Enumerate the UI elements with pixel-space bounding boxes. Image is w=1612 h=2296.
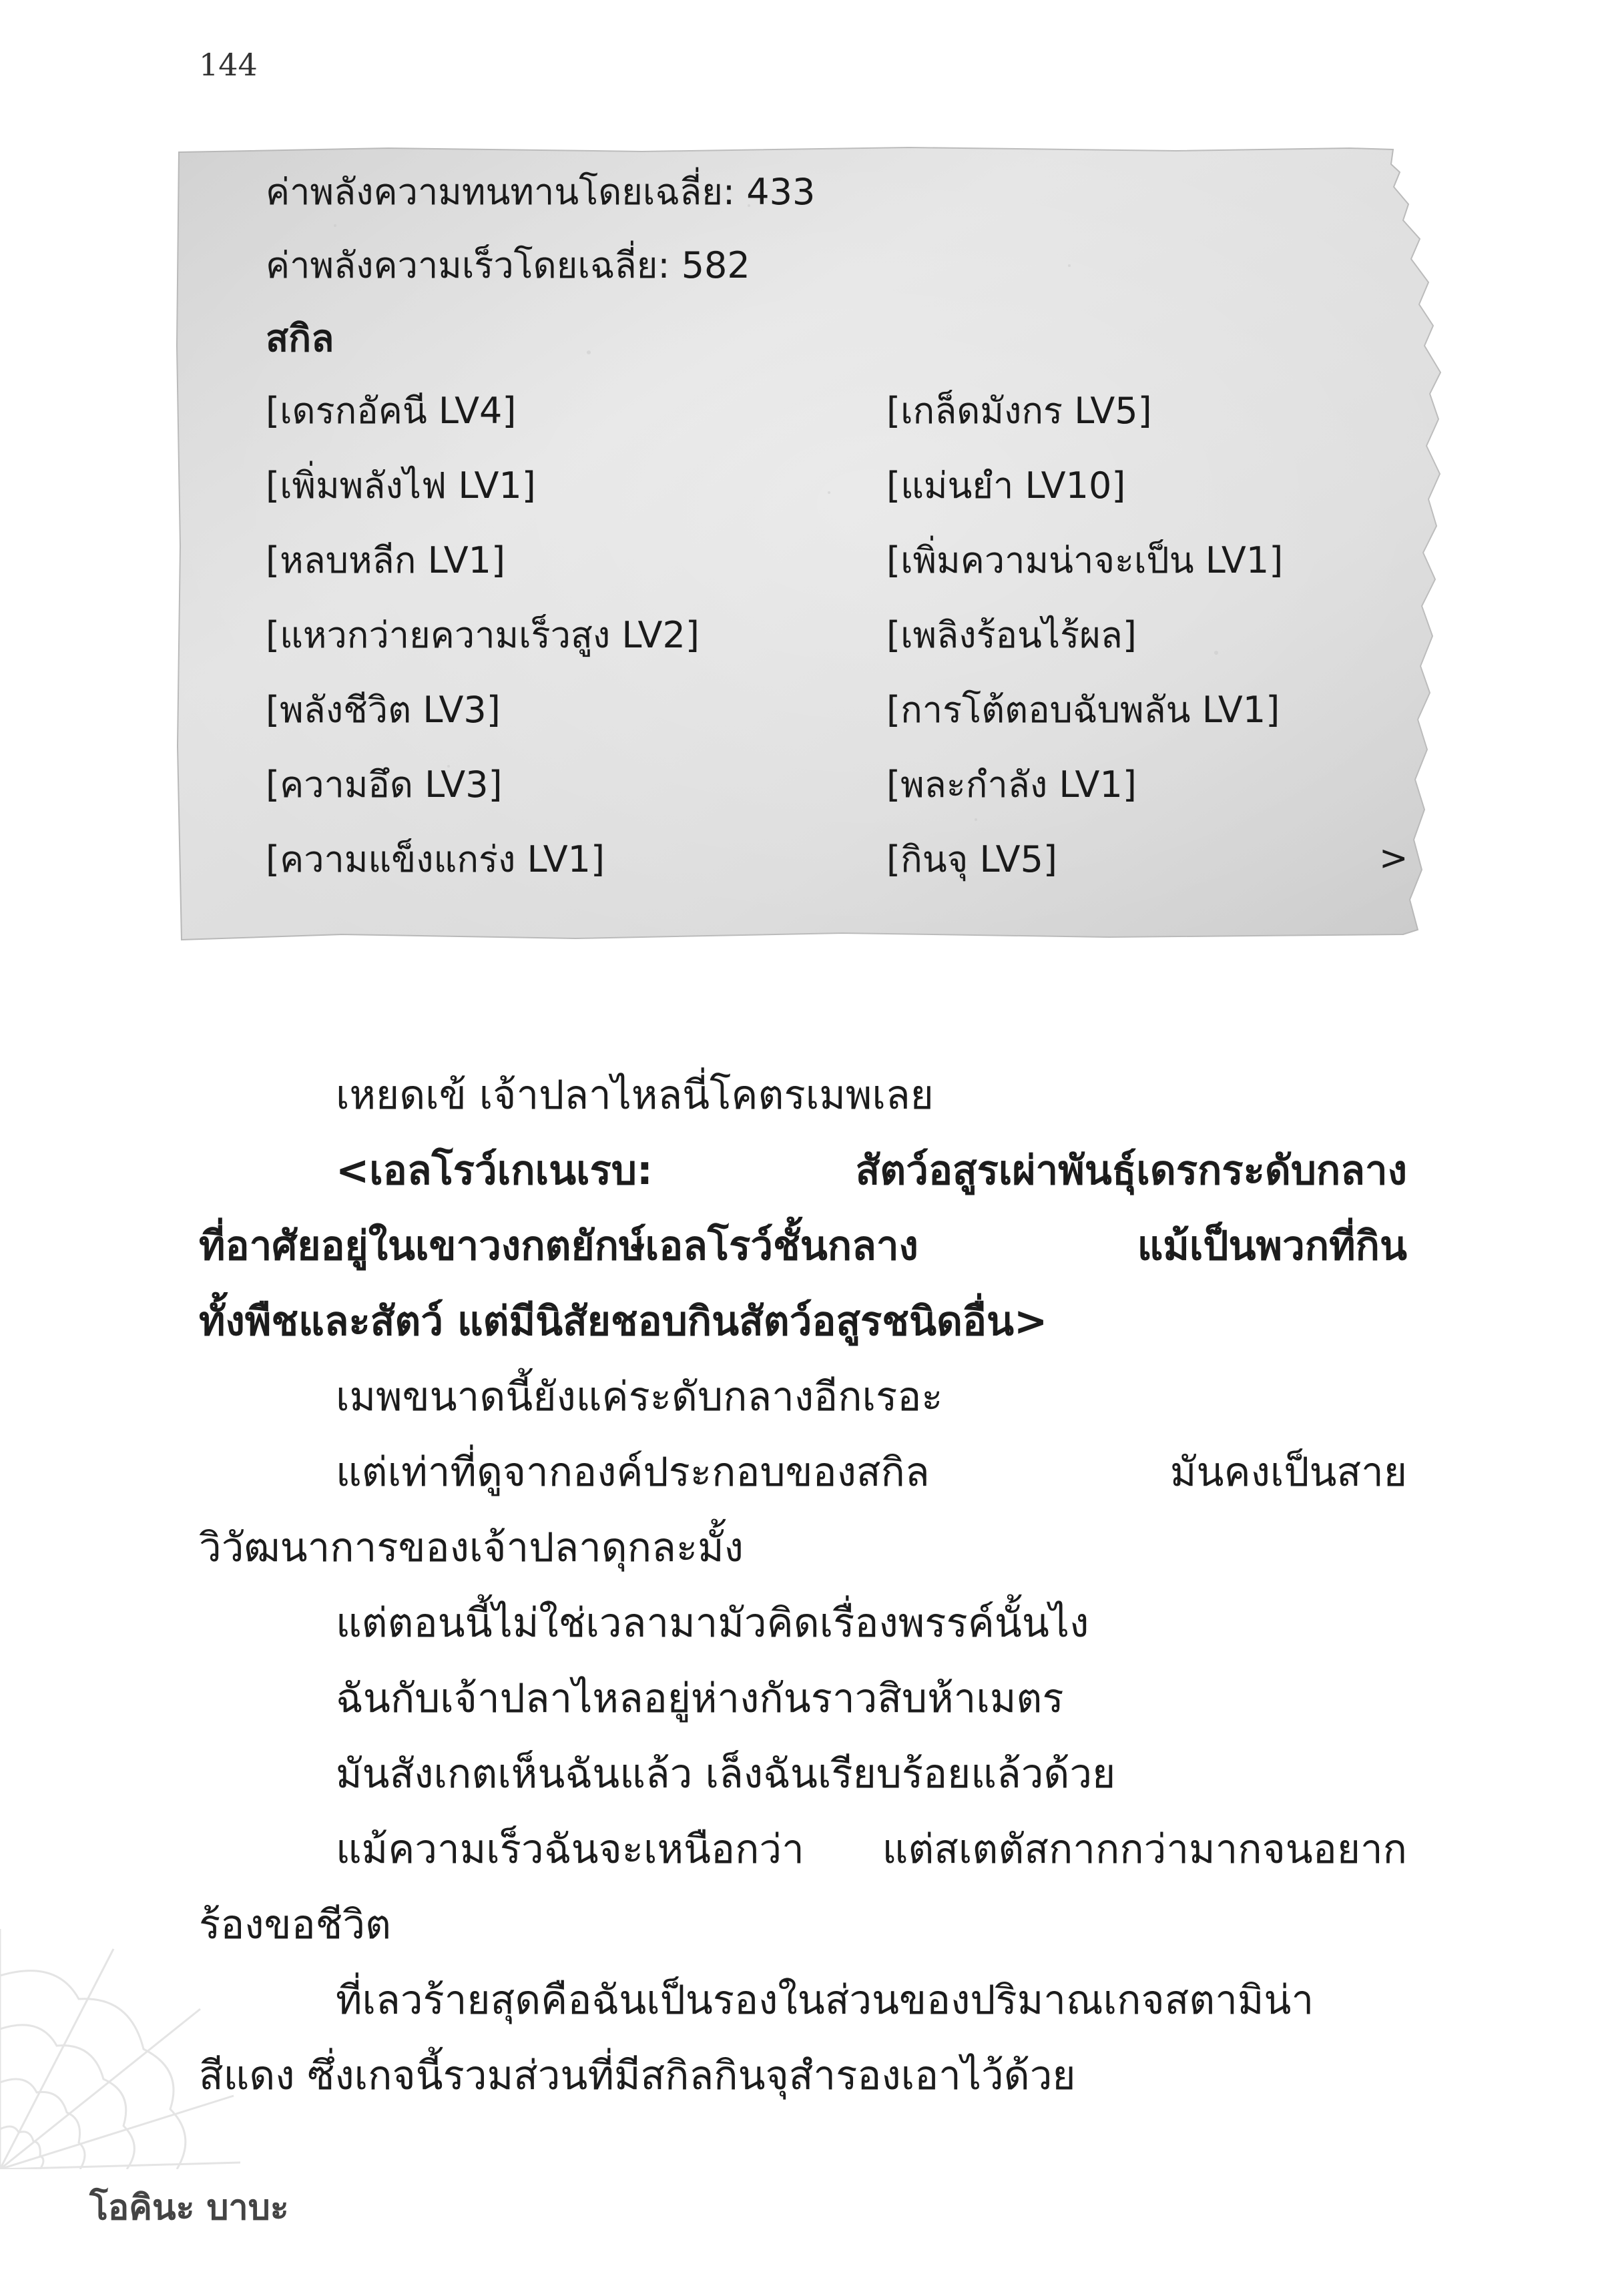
- more-skills-arrow-icon[interactable]: >: [1379, 838, 1408, 878]
- body-paragraph-line: มันสังเกตเห็นฉันแล้ว เล็งฉันเรียบร้อยแล้วด้วย: [336, 1751, 1116, 1797]
- skill-item: [เกล็ดมังกร LV5]: [886, 390, 1152, 432]
- body-paragraph-line: วิวัฒนาการของเจ้าปลาดุกละมั้ง: [199, 1524, 744, 1571]
- body-paragraph-line: สีแดง ซึ่งเกจนี้รวมส่วนที่มีสกิลกินจุสำรองเอาไว้ด้วย: [199, 2052, 1076, 2099]
- status-content: [175, 146, 1443, 945]
- skills-heading: สกิล: [266, 317, 334, 360]
- skill-item: [เพลิงร้อนไร้ผล]: [886, 614, 1137, 656]
- body-paragraph-line: แม้ความเร็วฉันจะเหนือกว่า แต่สเตตัสกากกว่ามากจนอยาก: [336, 1826, 1407, 1873]
- monster-description-line: ที่อาศัยอยู่ในเขาวงกตยักษ์เอลโรว์ชั้นกลาง แม้เป็นพวกที่กิน: [199, 1223, 1407, 1269]
- spider-web-icon: [0, 1929, 240, 2169]
- author-name: โอคินะ บาบะ: [89, 2188, 289, 2228]
- skill-item: [หลบหลีก LV1]: [266, 539, 506, 581]
- skill-item: [ความแข็งแกร่ง LV1]: [266, 838, 605, 880]
- monster-description-line: <เอลโรว์เกเนเรบ: สัตว์อสูรเผ่าพันธุ์เดรกระดับกลาง: [336, 1147, 1407, 1194]
- skill-item: [เพิ่มพลังไฟ LV1]: [266, 465, 536, 507]
- body-paragraph-line: ฉันกับเจ้าปลาไหลอยู่ห่างกันราวสิบห้าเมตร: [336, 1675, 1064, 1722]
- status-panel: [175, 146, 1443, 945]
- stat-speed-average: ค่าพลังความเร็วโดยเฉลี่ย: 582: [266, 244, 750, 286]
- skill-item: [แหวกว่ายความเร็วสูง LV2]: [266, 614, 700, 656]
- body-paragraph-line: แต่ตอนนี้ไม่ใช่เวลามามัวคิดเรื่องพรรค์นั้นไง: [336, 1600, 1089, 1647]
- body-paragraph-line: แต่เท่าที่ดูจากองค์ประกอบของสกิล มันคงเป็นสาย: [336, 1449, 1407, 1496]
- body-paragraph-line: ร้องขอชีวิต: [199, 1902, 391, 1948]
- monster-description-line: ทั้งพืชและสัตว์ แต่มีนิสัยชอบกินสัตว์อสูรชนิดอื่น>: [199, 1298, 1048, 1345]
- skill-item: [การโต้ตอบฉับพลัน LV1]: [886, 689, 1280, 731]
- body-paragraph-line: เหยดเข้ เจ้าปลาไหลนี่โคตรเมพเลย: [336, 1072, 934, 1119]
- skill-item: [เพิ่มความน่าจะเป็น LV1]: [886, 539, 1284, 581]
- skill-item: [กินจุ LV5]: [886, 838, 1057, 880]
- body-text: [199, 1058, 1407, 2114]
- stat-defense-average: ค่าพลังความทนทานโดยเฉลี่ย: 433: [266, 171, 816, 213]
- body-paragraph-line: ที่เลวร้ายสุดคือฉันเป็นรองในส่วนของปริมาณเกจสตามิน่า: [336, 1977, 1314, 2024]
- skill-item: [พละกำลัง LV1]: [886, 764, 1137, 806]
- page-number: 144: [199, 47, 258, 83]
- skill-item: [พลังชีวิต LV3]: [266, 689, 501, 731]
- skill-item: [ความอึด LV3]: [266, 764, 503, 806]
- skill-item: [เดรกอัคนี LV4]: [266, 390, 517, 432]
- skill-item: [แม่นยำ LV10]: [886, 465, 1126, 507]
- body-paragraph-line: เมพขนาดนี้ยังแค่ระดับกลางอีกเรอะ: [336, 1374, 943, 1420]
